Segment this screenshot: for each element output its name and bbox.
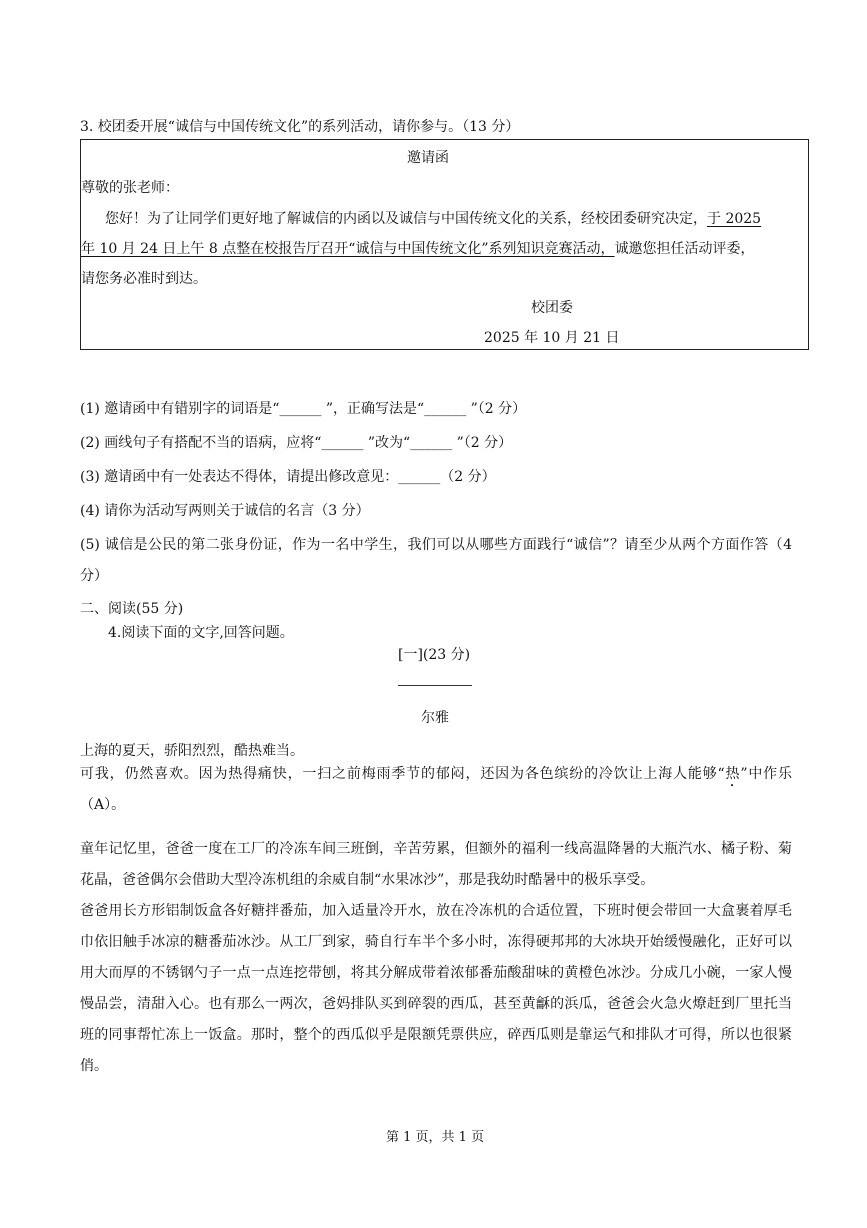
title-blank-line (398, 685, 472, 686)
part-1-heading: [一](23 分) (398, 647, 471, 663)
underlined-sentence-part-2: 年 10 月 24 日上午 8 点整在校报告厅召开“诚信与中国传统文化”系列知识竞赛活动， (81, 241, 615, 257)
article-paragraph-1: 上海的夏天，骄阳烈烈，酷热难当。 (80, 743, 304, 759)
question-3-title: 3. 校团委开展“诚信与中国传统文化”的系列活动，请你参与。（13 分） (80, 119, 520, 135)
letter-body-text: 诚邀您担任活动评委， (614, 241, 755, 257)
article-paragraph-4: 爸爸用长方形铝制饭盒各好糖拌番茄，加入适量冷开水，放在冷冻机的合适位置，下班时便会带回一大盒裹着厚毛巾依旧触手冰凉的糖番茄冰沙。从工厂到家，骑自行车半个多小时，冻得硬邦邦的大冰块开始缓慢融化，正好可以用大而厚的不锈钢勺子一点一点连挖带刨，将其分解成带着浓郁番茄酸甜味的黄橙色冰沙。分成几小碗，一家人慢慢品尝，清甜入心。也有那么一两次，爸妈排队买到碎裂的西瓜，甚至黄龢的浜瓜，爸爸会火急火燎赶到厂里托当班的同事帮忙冻上一饭盒。那时，整个的西瓜似乎是限额凭票供应，碎西瓜则是靠运气和排队才可得，所以也很紧俏。 (80, 903, 792, 1074)
question-4-prompt: 4.阅读下面的文字,回答问题。 (108, 625, 294, 641)
page-footer: 第 1 页，共 1 页 (386, 1130, 485, 1145)
letter-body-line-1 (105, 208, 761, 228)
letter-body-line-2 (81, 238, 755, 258)
letter-signature: 校团委 (531, 300, 573, 316)
sub-question-3: (3) 邀请函中有一处表达不得体，请提出修改意见：______（2 分） (80, 469, 496, 485)
underlined-sentence-part-1: 于 2025 (707, 211, 762, 227)
sub-question-1: (1) 邀请函中有错别字的词语是“______ ”，正确写法是“______ ”（2 分） (80, 401, 527, 417)
sub-question-4: (4) 请你为活动写两则关于诚信的名言（3 分） (80, 503, 370, 519)
sub-question-5: (5) 诚信是公民的第二张身份证，作为一名中学生，我们可以从哪些方面践行“诚信”？请至少从两个方面作答（4 分） (80, 537, 792, 584)
article-title: 尔雅 (421, 710, 449, 726)
article-paragraph-3: 童年记忆里，爸爸一度在工厂的冷冻车间三班倒，辛苦劳累，但额外的福利一线高温降暑的大瓶汽水、橘子粉、菊花晶，爸爸偶尔会借助大型冷冻机组的余威自制“水果冰沙”，那是我幼时酷暑中的极乐享受。 (80, 841, 792, 888)
paragraph-text: 中作乐（A）。 (80, 766, 792, 813)
sub-question-2: (2) 画线句子有搭配不当的语病，应将“______ ”改为“______ ”（2 分） (80, 435, 513, 451)
letter-heading: 邀请函 (407, 150, 449, 166)
letter-body-line-3: 请您务必准时到达。 (81, 271, 207, 287)
invitation-letter-box (80, 139, 809, 350)
letter-date: 2025 年 10 月 21 日 (484, 330, 620, 346)
paragraph-text: 可我，仍然喜欢。因为热得痛快，一扫之前梅雨季节的郁闷，还因为各色缤纷的冷饮让上海人能够 (80, 766, 718, 782)
article-paragraph-2 (80, 759, 792, 821)
section-2-title: 二、阅读(55 分) (80, 601, 184, 617)
dotted-word: “热” (717, 766, 748, 782)
letter-salutation: 尊敬的张老师： (81, 180, 179, 196)
letter-body-text: 您好！为了让同学们更好地了解诚信的内函以及诚信与中国传统文化的关系，经校团委研究决定， (105, 211, 707, 227)
